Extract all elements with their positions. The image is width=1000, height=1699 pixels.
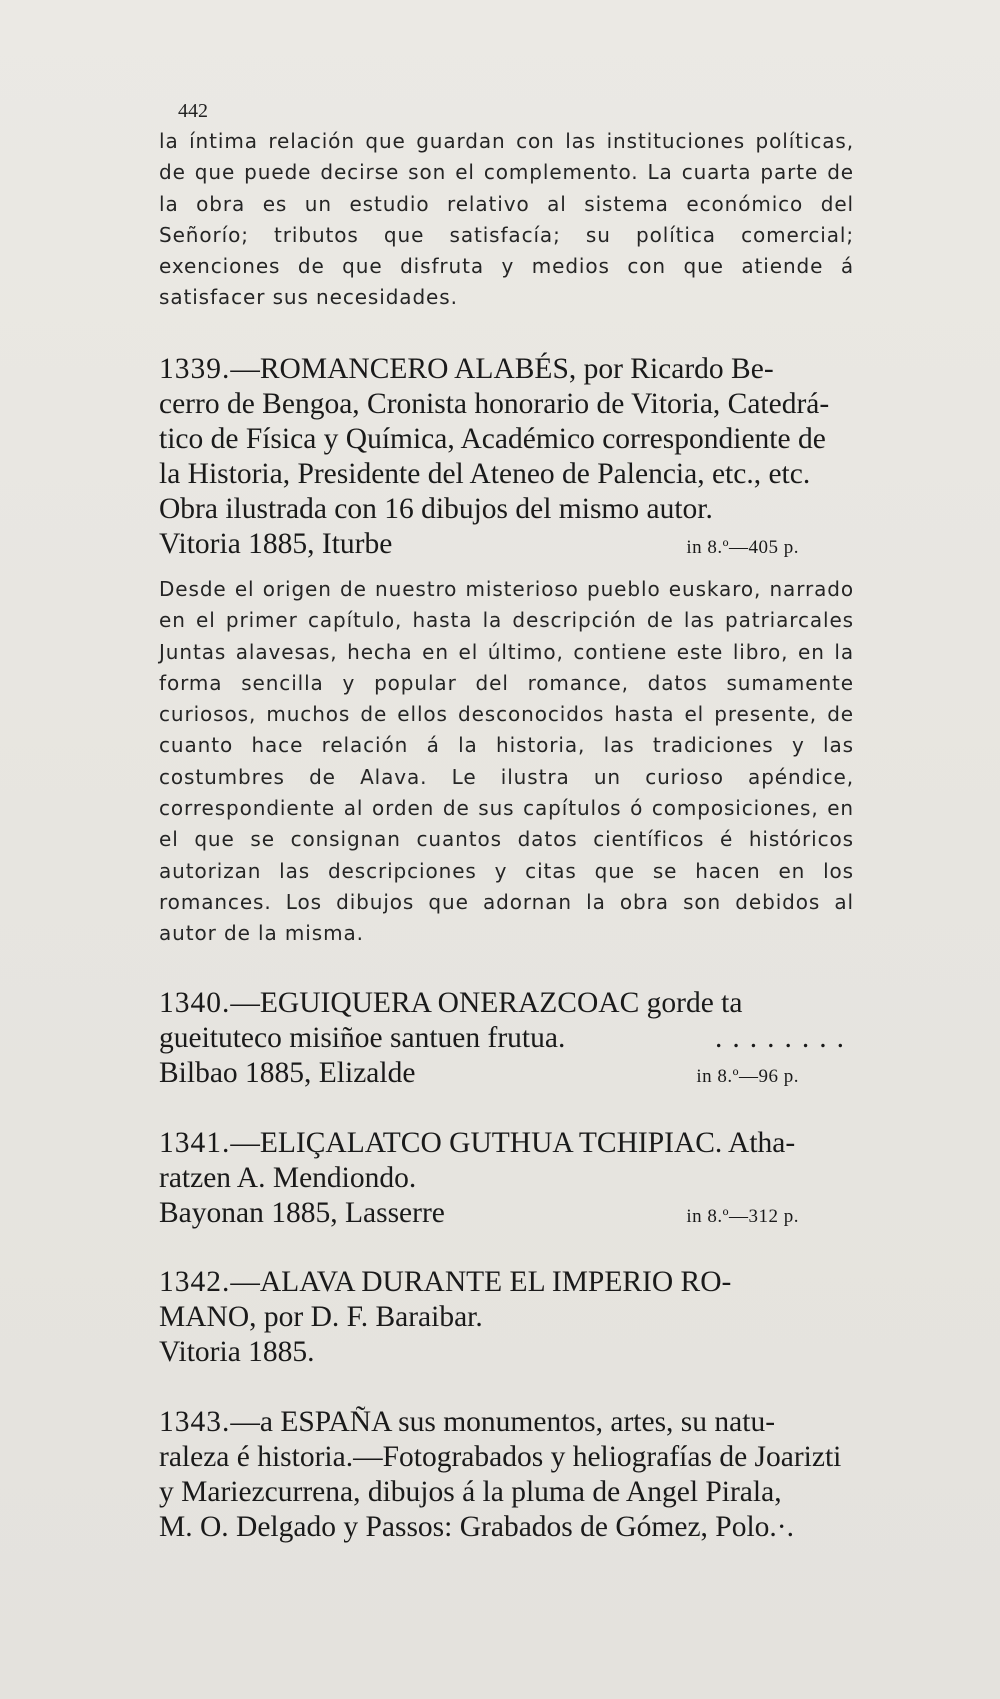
entry-title-line: 1343.—a ESPAÑA sus monumentos, artes, su natu-	[159, 1406, 776, 1438]
entry-imprint	[159, 527, 854, 565]
entry-title-line: gueituteco misiñoe santuen frutua. ........	[159, 1022, 854, 1054]
entry-1341	[159, 1126, 854, 1234]
imprint-format: in 8.º—312 p.	[686, 1206, 799, 1227]
leader-dots: ........	[715, 1022, 854, 1054]
entry-title	[159, 1405, 854, 1545]
entry-title-line: Vitoria 1885.	[159, 1336, 315, 1368]
entry-title-line: 1339.—ROMANCERO ALABÉS, por Ricardo Be-	[159, 353, 774, 385]
entry-title-line: 1340.—EGUIQUERA ONERAZCOAC gorde ta	[159, 987, 743, 1019]
entry-number: 1340.	[159, 987, 231, 1019]
entry-title-line: 1341.—ELIÇALATCO GUTHUA TCHIPIAC. Atha-	[159, 1127, 796, 1159]
imprint-format: in 8.º—96 p.	[696, 1066, 799, 1087]
entry-title	[159, 1265, 854, 1370]
entry-imprint	[159, 1056, 854, 1094]
entry-title	[159, 986, 854, 1056]
entry-1343	[159, 1405, 854, 1545]
imprint-place-printer: Vitoria 1885, Iturbe	[159, 528, 393, 560]
entry-1339	[159, 352, 854, 565]
imprint-place-printer: Bayonan 1885, Lasserre	[159, 1197, 445, 1229]
entry-title-line: 1342.—ALAVA DURANTE EL IMPERIO RO-	[159, 1266, 732, 1298]
entry-number: 1342.	[159, 1266, 231, 1298]
imprint-format: in 8.º—405 p.	[686, 537, 799, 558]
entry-1342	[159, 1265, 854, 1370]
page-number: 442	[178, 100, 208, 122]
entry-title-line: ratzen A. Mendiondo.	[159, 1162, 417, 1194]
intro-paragraph: la íntima relación que guardan con las instituciones políticas, de que puede decirse son el complemento. La cuarta parte de la obra es un estudio relativo al sistema económico del Señorío; tributos que satisfacía; su política comercial; exenciones de que disfruta y medios con que atiende á satisfacer sus necesidades.	[159, 129, 854, 310]
entry-title	[159, 1126, 854, 1196]
entry-title	[159, 352, 854, 527]
entry-description: Desde el origen de nuestro misterioso pueblo euskaro, narrado en el primer capítulo, hasta la descripción de las patriarcales Juntas alavesas, hecha en el último, contiene este libro, en la forma sencilla y popular del romance, datos sumamente curiosos, muchos de ellos desconocidos hasta el presente, de cuanto hace relación á la historia, las tradiciones y las costumbres de Alava. Le ilustra un curioso apéndice, correspondiente al orden de sus capítulos ó composiciones, en el que se consignan cuantos datos científicos é históricos autorizan las descripciones y citas que se hacen en los romances. Los dibujos que adornan la obra son debidos al autor de la misma.	[159, 577, 854, 946]
entry-title-line: cerro de Bengoa, Cronista honorario de Vitoria, Catedrá-	[159, 388, 830, 420]
entry-title-line: Obra ilustrada con 16 dibujos del mismo autor.	[159, 493, 713, 525]
entry-title-line: tico de Física y Química, Académico correspondiente de	[159, 423, 826, 455]
entry-imprint	[159, 1196, 854, 1234]
entry-number: 1343.	[159, 1406, 231, 1438]
intro-block	[159, 126, 854, 314]
entry-title-line: MANO, por D. F. Baraibar.	[159, 1301, 483, 1333]
entry-title-line: y Mariezcurrena, dibujos á la pluma de Angel Pirala,	[159, 1476, 782, 1508]
entry-number: 1341.	[159, 1127, 231, 1159]
entry-1339-description-block	[159, 574, 854, 950]
entry-title-line: raleza é historia.—Fotograbados y heliografías de Joarizti	[159, 1441, 842, 1473]
entry-title-line: M. O. Delgado y Passos: Grabados de Gómez, Polo.·.	[159, 1511, 794, 1543]
entry-title-line: la Historia, Presidente del Ateneo de Palencia, etc., etc.	[159, 458, 811, 490]
entry-1340	[159, 986, 854, 1094]
imprint-place-printer: Bilbao 1885, Elizalde	[159, 1057, 416, 1089]
entry-number: 1339.	[159, 353, 231, 385]
